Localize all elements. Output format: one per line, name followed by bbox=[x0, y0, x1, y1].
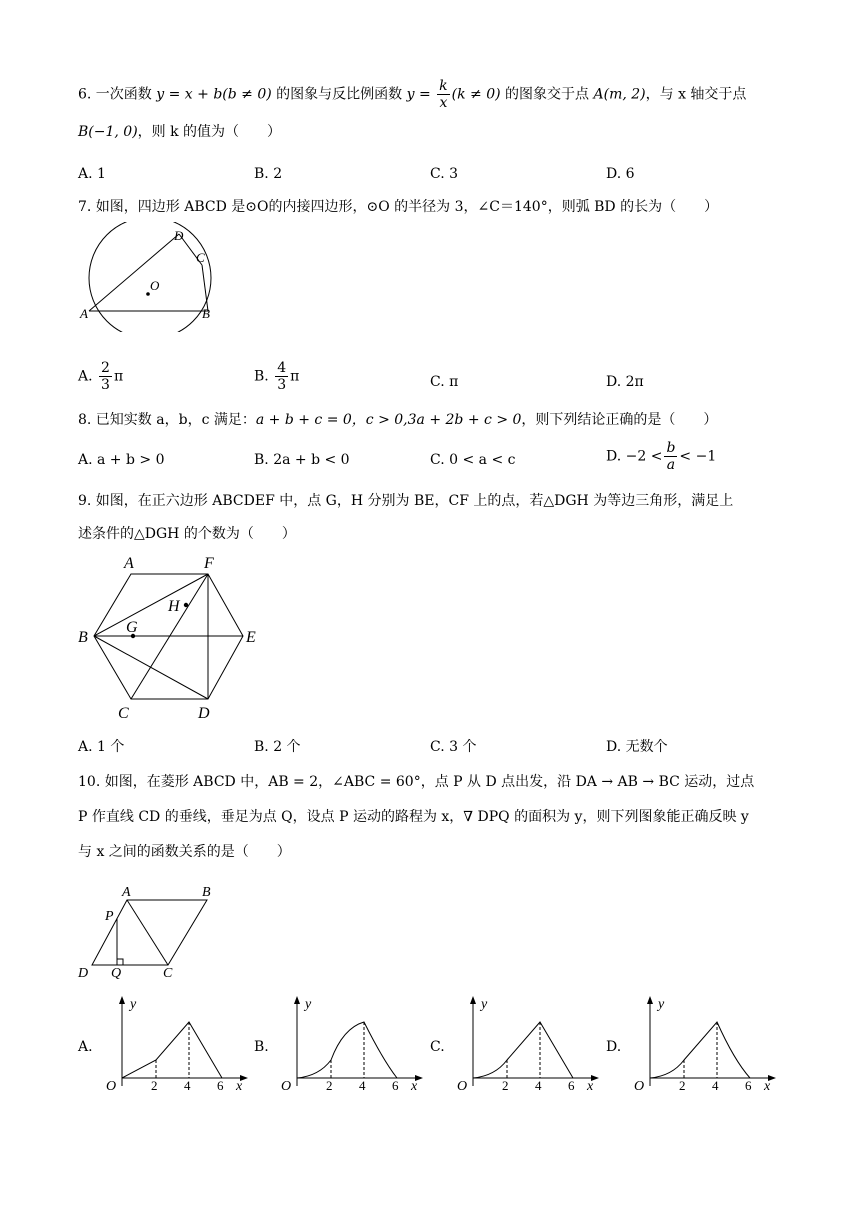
q6-inverse-lhs: y = bbox=[406, 86, 436, 103]
q10-graph-b-y-label: y bbox=[305, 997, 312, 1012]
q8-stem bbox=[78, 410, 717, 430]
q7-option-b-suffix: π bbox=[290, 368, 300, 385]
q9-hexagon-figure bbox=[74, 552, 264, 724]
q10-graph-b-tick-2: 2 bbox=[326, 1078, 333, 1093]
q6-point-a: A(m, 2) bbox=[593, 86, 646, 103]
q7-circle bbox=[89, 222, 211, 332]
q7-option-a-suffix: π bbox=[113, 368, 124, 385]
q10-graph-a-x-label: x bbox=[236, 1079, 243, 1094]
q10-graph-d-tick-6: 6 bbox=[745, 1078, 752, 1093]
q10-option-b-label[interactable]: B. bbox=[254, 1039, 269, 1055]
q9-line2: 述条件的△DGH 的个数为（ ） bbox=[78, 526, 296, 542]
q10-option-d-label[interactable]: D. bbox=[606, 1039, 622, 1055]
q7-option-b-numerator: 4 bbox=[277, 360, 287, 376]
q8-option-c[interactable]: C. 0 < a < c bbox=[430, 452, 516, 468]
q10-graph-d[interactable] bbox=[624, 990, 784, 1096]
q6-inverse-fraction bbox=[437, 78, 449, 111]
q10-graph-a[interactable] bbox=[96, 990, 256, 1096]
q8-option-d[interactable] bbox=[606, 440, 716, 473]
q8-option-d-numerator: b bbox=[666, 440, 676, 456]
y-axis-arrow-icon bbox=[647, 996, 653, 1004]
q10-graph-c-tick-6: 6 bbox=[568, 1078, 575, 1093]
y-axis-arrow-icon bbox=[294, 996, 300, 1004]
q7-option-b-prefix: B. bbox=[254, 368, 269, 385]
q9-segment-bf bbox=[94, 574, 208, 636]
q9-option-c[interactable]: C. 3 个 bbox=[430, 739, 477, 755]
q9-line1: 9. 如图，在正六边形 ABCDEF 中，点 G，H 分别为 BE，CF 上的点，若△DGH 为等边三角形，满足上 bbox=[78, 493, 734, 509]
q6-text-a: 6. 一次函数 bbox=[78, 86, 157, 103]
q10-graph-b[interactable] bbox=[271, 990, 431, 1096]
q7-option-a-denominator: 3 bbox=[101, 377, 110, 393]
q6-line1 bbox=[78, 78, 746, 111]
q6-text-d: ，与 x 轴交于点 bbox=[645, 86, 747, 103]
q10-graph-b-curve bbox=[297, 1022, 397, 1078]
q8-option-a[interactable]: A. a + b > 0 bbox=[78, 452, 165, 468]
q10-graph-a-curve bbox=[122, 1022, 222, 1078]
q10-graph-a-tick-4: 4 bbox=[184, 1078, 191, 1093]
q10-graph-c-origin: O bbox=[457, 1079, 468, 1094]
q7-option-b-fraction bbox=[275, 360, 288, 393]
q9-label-h: H bbox=[168, 598, 180, 615]
q10-label-c: C bbox=[163, 966, 173, 981]
q9-point-h bbox=[184, 603, 188, 607]
q7-option-a-numerator: 2 bbox=[101, 360, 110, 376]
q7-option-a-fraction bbox=[99, 360, 112, 393]
q9-label-e: E bbox=[246, 629, 256, 646]
q6-point-b: B(−1, 0) bbox=[78, 124, 138, 140]
q8-option-b[interactable]: B. 2a + b < 0 bbox=[254, 452, 350, 468]
q10-rhombus-figure bbox=[74, 878, 224, 982]
q10-graph-a-y-label: y bbox=[130, 997, 137, 1012]
q9-segment-bd bbox=[94, 636, 208, 699]
q8-option-d-denominator: a bbox=[666, 457, 676, 473]
q10-diagonal-ac bbox=[127, 900, 168, 965]
q10-graph-a-tick-2: 2 bbox=[151, 1078, 158, 1093]
q10-graph-d-curve bbox=[650, 1022, 750, 1078]
q7-option-d[interactable]: D. 2π bbox=[606, 374, 644, 390]
q8-stem-b: ，则下列结论正确的是（ ） bbox=[521, 412, 718, 428]
q10-graph-d-origin: O bbox=[634, 1079, 645, 1094]
q7-option-a-prefix: A. bbox=[78, 368, 93, 385]
q8-conditions: a + b + c = 0，c > 0,3a + 2b + c > 0 bbox=[255, 412, 522, 428]
q7-chord-ad bbox=[89, 234, 179, 311]
y-axis-arrow-icon bbox=[470, 996, 476, 1004]
q10-line1: 10. 如图，在菱形 ABCD 中，AB = 2，∠ABC = 60°，点 P 从 D 点出发，沿 DA → AB → BC 运动，过点 bbox=[78, 774, 755, 790]
q9-label-g: G bbox=[126, 619, 138, 636]
q9-label-c: C bbox=[118, 705, 129, 722]
q6-option-c[interactable]: C. 3 bbox=[430, 166, 459, 182]
q10-graph-a-tick-6: 6 bbox=[217, 1078, 224, 1093]
q10-graph-d-tick-4: 4 bbox=[712, 1078, 719, 1093]
q9-option-b[interactable]: B. 2 个 bbox=[254, 739, 301, 755]
q6-option-a[interactable]: A. 1 bbox=[78, 166, 106, 182]
q10-option-c-label[interactable]: C. bbox=[430, 1039, 445, 1055]
q10-label-a: A bbox=[122, 885, 131, 900]
q10-option-a-label[interactable]: A. bbox=[78, 1039, 93, 1055]
q10-label-d: D bbox=[78, 966, 89, 981]
q7-option-c[interactable]: C. π bbox=[430, 374, 459, 390]
q9-option-d[interactable]: D. 无数个 bbox=[606, 739, 668, 755]
q10-graph-c-y-label: y bbox=[481, 997, 488, 1012]
q10-graph-b-tick-4: 4 bbox=[359, 1078, 366, 1093]
q7-stem: 7. 如图，四边形 ABCD 是⊙O的内接四边形，⊙O 的半径为 3，∠C＝140°，则弧 BD 的长为（ ） bbox=[78, 199, 719, 215]
q9-label-d: D bbox=[198, 705, 210, 722]
q6-inverse-denominator: x bbox=[439, 95, 448, 111]
q6-option-b[interactable]: B. 2 bbox=[254, 166, 283, 182]
q10-graph-d-y-label: y bbox=[658, 997, 665, 1012]
q9-label-a: A bbox=[124, 555, 134, 572]
q6-line2 bbox=[78, 122, 281, 142]
q6-text-b: 的图象与反比例函数 bbox=[271, 86, 407, 103]
q9-label-f: F bbox=[204, 555, 214, 572]
q10-right-angle-mark bbox=[117, 959, 123, 965]
q10-graph-c-tick-4: 4 bbox=[535, 1078, 542, 1093]
q6-inverse-cond: (k ≠ 0) bbox=[451, 86, 501, 103]
q10-label-b: B bbox=[202, 885, 211, 900]
q10-line2: P 作直线 CD 的垂线，垂足为点 Q，设点 P 运动的路程为 x，∇ DPQ 的面积为 y，则下列图象能正确反映 y bbox=[78, 809, 749, 825]
q7-label-d: D bbox=[174, 228, 184, 243]
q10-line3: 与 x 之间的函数关系的是（ ） bbox=[78, 844, 291, 860]
q10-graph-a-origin: O bbox=[106, 1079, 117, 1094]
q6-linear-expr: y = x + b(b ≠ 0) bbox=[156, 86, 272, 103]
q10-label-p: P bbox=[105, 909, 114, 924]
q10-graph-d-x-label: x bbox=[764, 1079, 771, 1094]
q7-option-b-denominator: 3 bbox=[277, 377, 287, 393]
q6-text-c: 的图象交于点 bbox=[500, 86, 594, 103]
q6-inverse-numerator: k bbox=[439, 78, 448, 94]
q10-graph-c[interactable] bbox=[447, 990, 607, 1096]
q8-stem-a: 8. 已知实数 a，b，c 满足： bbox=[78, 412, 256, 428]
q9-option-a[interactable]: A. 1 个 bbox=[78, 739, 125, 755]
q7-label-o: O bbox=[150, 278, 160, 293]
q10-graph-c-tick-2: 2 bbox=[502, 1078, 509, 1093]
q10-graph-c-x-label: x bbox=[587, 1079, 594, 1094]
q7-label-b: B bbox=[202, 306, 210, 321]
q9-label-b: B bbox=[78, 629, 88, 646]
q7-label-c: C bbox=[196, 250, 205, 265]
q10-graph-c-curve bbox=[473, 1022, 573, 1078]
q8-option-d-suffix: < −1 bbox=[679, 448, 717, 465]
q7-circle-figure bbox=[78, 222, 218, 332]
y-axis-arrow-icon bbox=[119, 996, 125, 1004]
q8-option-d-fraction bbox=[664, 440, 677, 473]
q10-graph-d-tick-2: 2 bbox=[679, 1078, 686, 1093]
q10-graph-b-x-label: x bbox=[411, 1079, 418, 1094]
q10-graph-b-tick-6: 6 bbox=[392, 1078, 399, 1093]
q10-graph-b-origin: O bbox=[281, 1079, 292, 1094]
q8-option-d-prefix: D. −2 < bbox=[606, 448, 663, 465]
q7-label-a: A bbox=[80, 306, 88, 321]
q10-label-q: Q bbox=[111, 966, 122, 981]
q7-option-b[interactable] bbox=[254, 360, 299, 393]
q6-text-e: ，则 k 的值为（ ） bbox=[137, 124, 282, 140]
q6-option-d[interactable]: D. 6 bbox=[606, 166, 635, 182]
q7-option-a[interactable] bbox=[78, 360, 123, 393]
